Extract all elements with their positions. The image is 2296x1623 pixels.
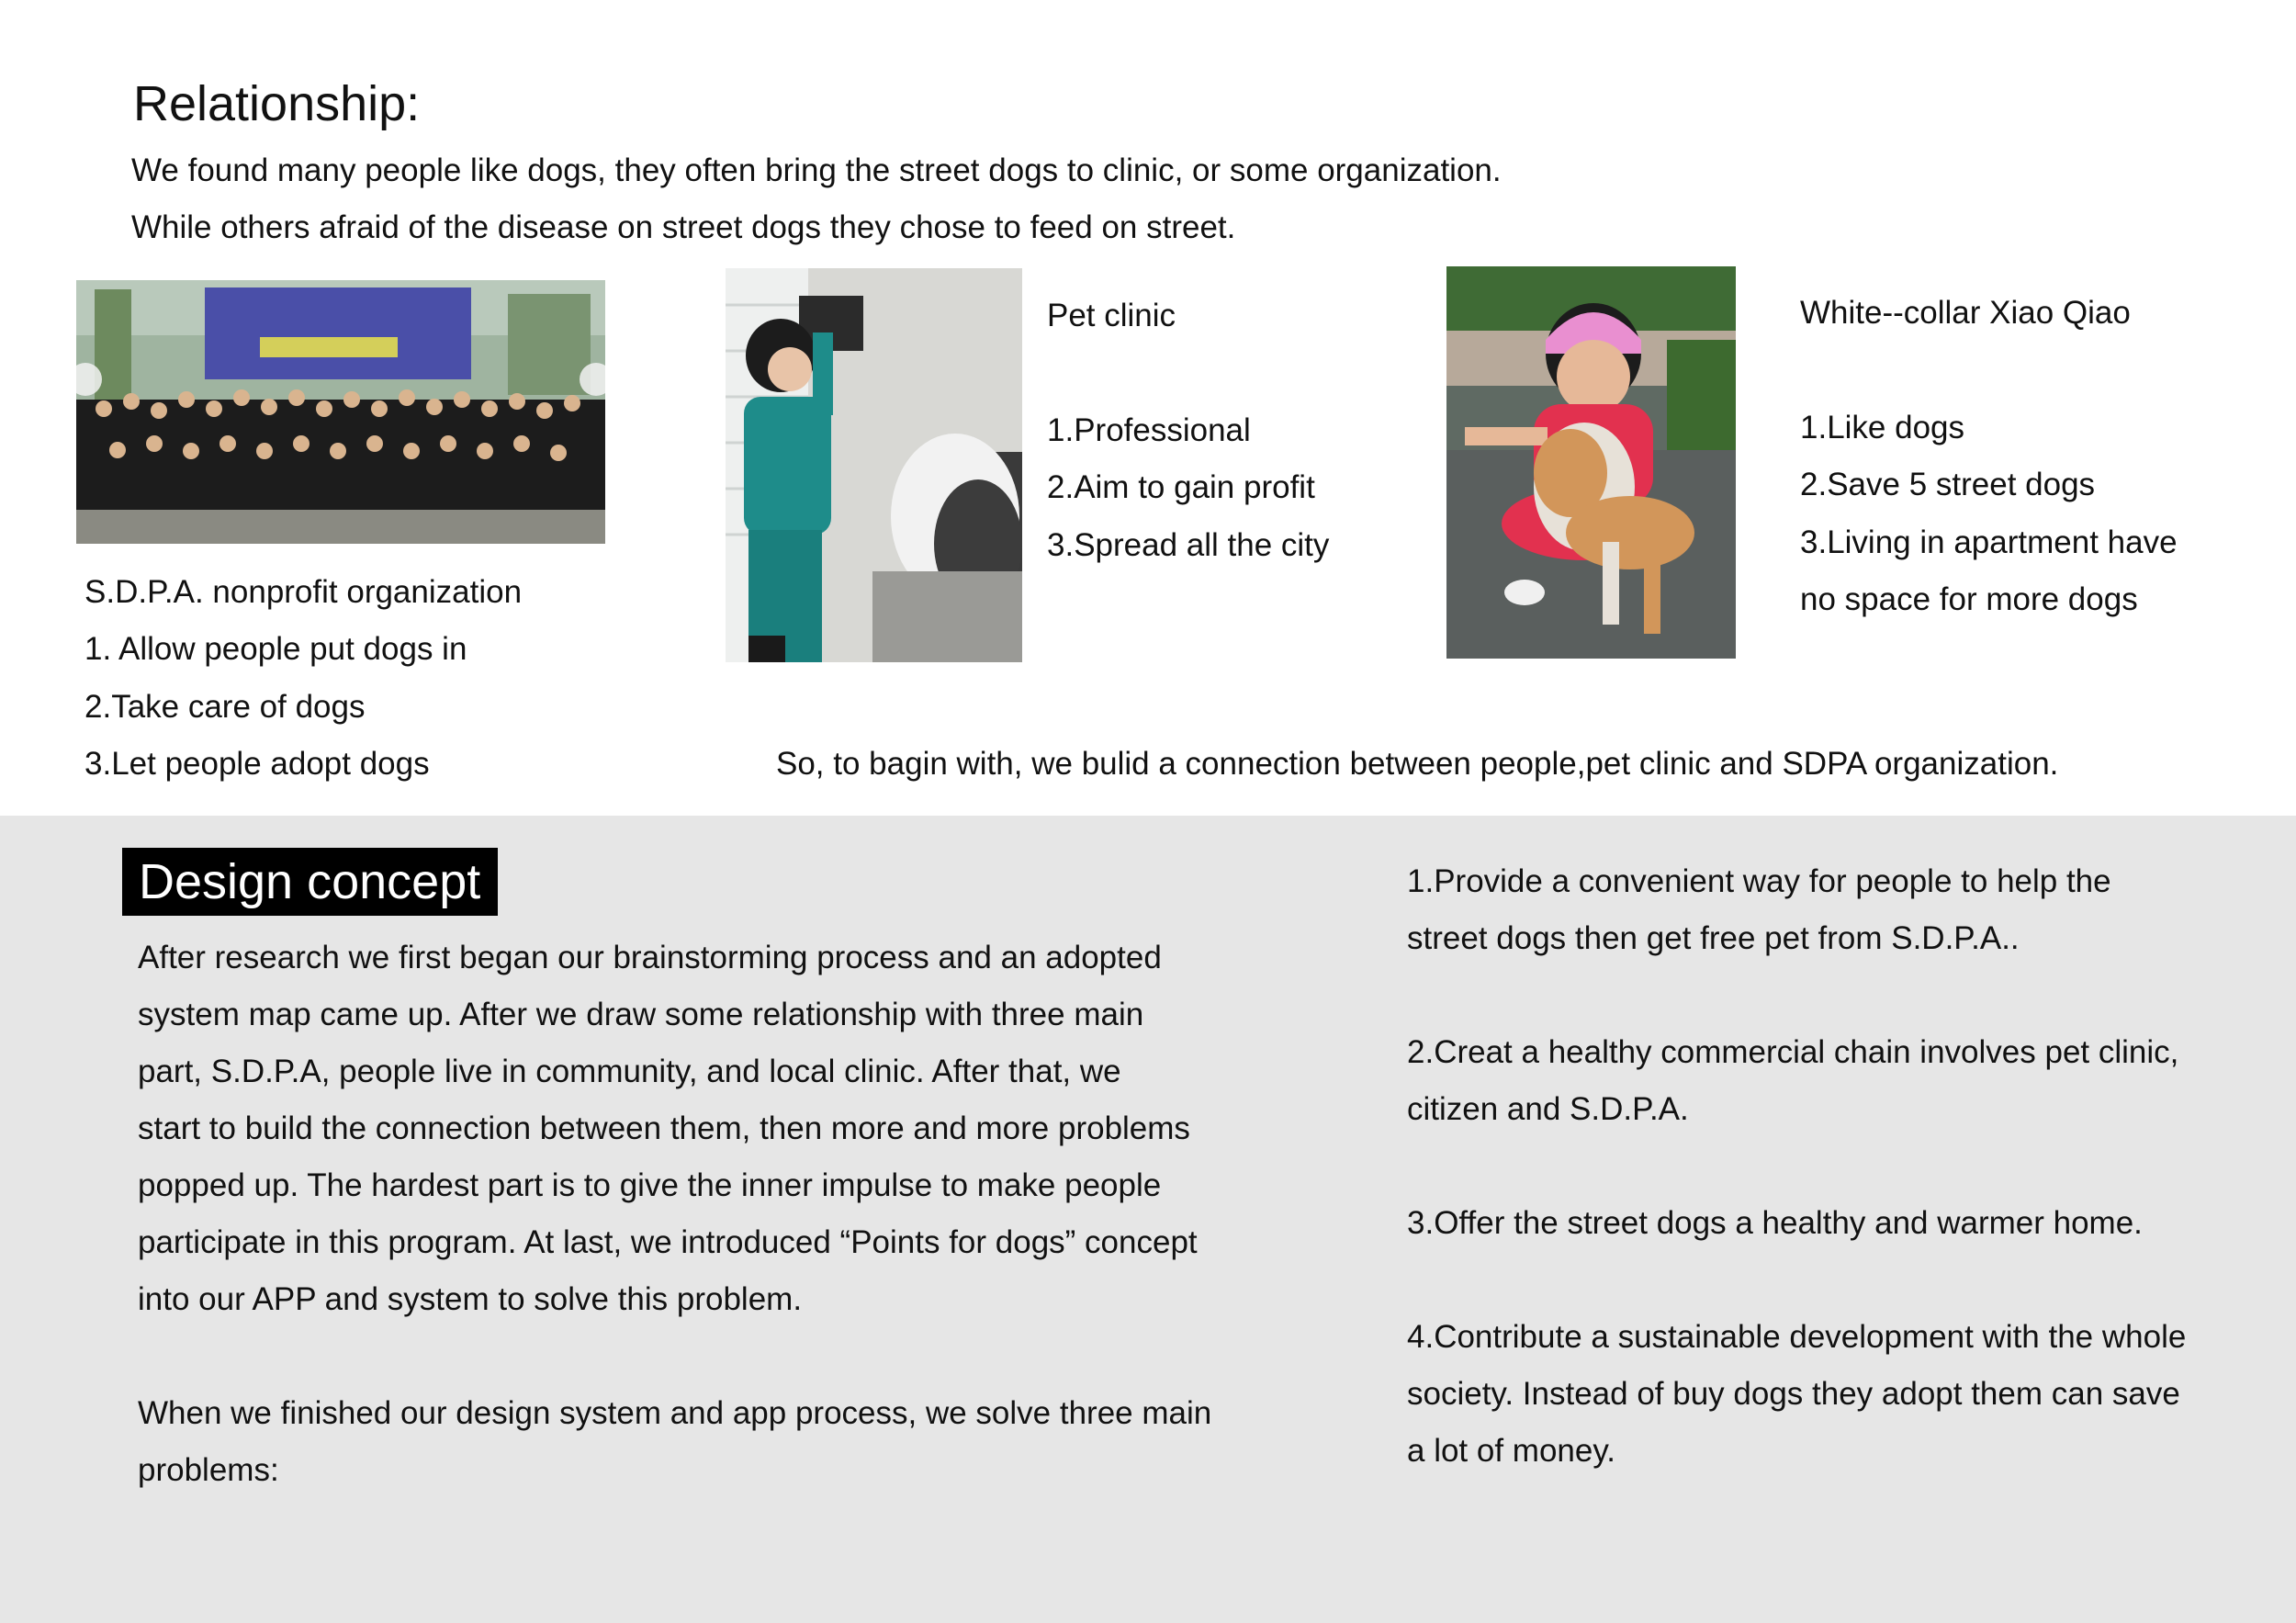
dc-left-spacer	[138, 1328, 1211, 1385]
xiaoqiao-line-1: White--collar Xiao Qiao	[1800, 295, 2131, 331]
sdpa-group-photo	[76, 280, 605, 544]
intro-line-2: While others afraid of the disease on street dogs they chose to feed on street.	[131, 209, 1236, 245]
sdpa-line-1: S.D.P.A. nonprofit organization	[84, 574, 523, 610]
design-concept-problems	[1407, 853, 2186, 1480]
xiaoqiao-line-3: 2.Save 5 street dogs	[1800, 467, 2096, 502]
dc-left-line-7: into our APP and system to solve this problem.	[138, 1281, 803, 1317]
dc-right-line-7: 3.Offer the street dogs a healthy and warmer home.	[1407, 1205, 2143, 1241]
connection-statement: So, to bagin with, we bulid a connection between people,pet clinic and SDPA organization.	[776, 746, 2059, 782]
sdpa-line-2: 1. Allow people put dogs in	[84, 631, 467, 667]
dc-right-line-11: a lot of money.	[1407, 1433, 1615, 1469]
dc-left-line-9: When we finished our design system and app process, we solve three main	[138, 1395, 1212, 1431]
clinic-line-4: 3.Spread all the city	[1047, 527, 1330, 563]
intro-line-1: We found many people like dogs, they often bring the street dogs to clinic, or some organization.	[131, 152, 1502, 188]
dc-right-line-9: 4.Contribute a sustainable development with the whole	[1407, 1319, 2187, 1355]
xiaoqiao-line-4: 3.Living in apartment have	[1800, 524, 2178, 560]
dc-right-line-4: 2.Creat a healthy commercial chain involves pet clinic,	[1407, 1034, 2179, 1070]
dc-right-line-5: citizen and S.D.P.A.	[1407, 1091, 1689, 1127]
relationship-title: Relationship:	[133, 76, 421, 131]
white-collar-photo	[1446, 266, 1736, 659]
dc-left-line-5: popped up. The hardest part is to give the inner impulse to make people	[138, 1167, 1162, 1203]
dc-right-line-1: 1.Provide a convenient way for people to help the	[1407, 863, 2111, 899]
sdpa-line-4: 3.Let people adopt dogs	[84, 746, 430, 782]
dc-left-line-10: problems:	[138, 1452, 279, 1488]
design-concept-title: Design concept	[122, 848, 498, 916]
dc-left-line-1: After research we first began our brainstorming process and an adopted	[138, 940, 1162, 975]
sdpa-line-3: 2.Take care of dogs	[84, 689, 366, 725]
dc-right-spacer-3	[1407, 1252, 2186, 1309]
dc-left-line-4: start to build the connection between them, then more and more problems	[138, 1110, 1190, 1146]
dc-right-line-2: street dogs then get free pet from S.D.P.A..	[1407, 920, 2020, 956]
dc-left-line-3: part, S.D.P.A, people live in community, and local clinic. After that, we	[138, 1054, 1121, 1089]
pet-clinic-photo	[726, 268, 1022, 662]
clinic-line-3: 2.Aim to gain profit	[1047, 469, 1315, 505]
xiaoqiao-line-5: no space for more dogs	[1800, 581, 2138, 617]
clinic-line-1: Pet clinic	[1047, 298, 1176, 333]
xiaoqiao-line-2: 1.Like dogs	[1800, 410, 1965, 445]
dc-left-line-6: participate in this program. At last, we introduced “Points for dogs” concept	[138, 1224, 1198, 1260]
dc-right-spacer-1	[1407, 967, 2186, 1024]
dc-right-spacer-2	[1407, 1138, 2186, 1195]
dc-left-line-2: system map came up. After we draw some relationship with three main	[138, 997, 1144, 1032]
dc-right-line-10: society. Instead of buy dogs they adopt them can save	[1407, 1376, 2180, 1412]
design-concept-body	[138, 930, 1211, 1499]
clinic-line-2: 1.Professional	[1047, 412, 1251, 448]
